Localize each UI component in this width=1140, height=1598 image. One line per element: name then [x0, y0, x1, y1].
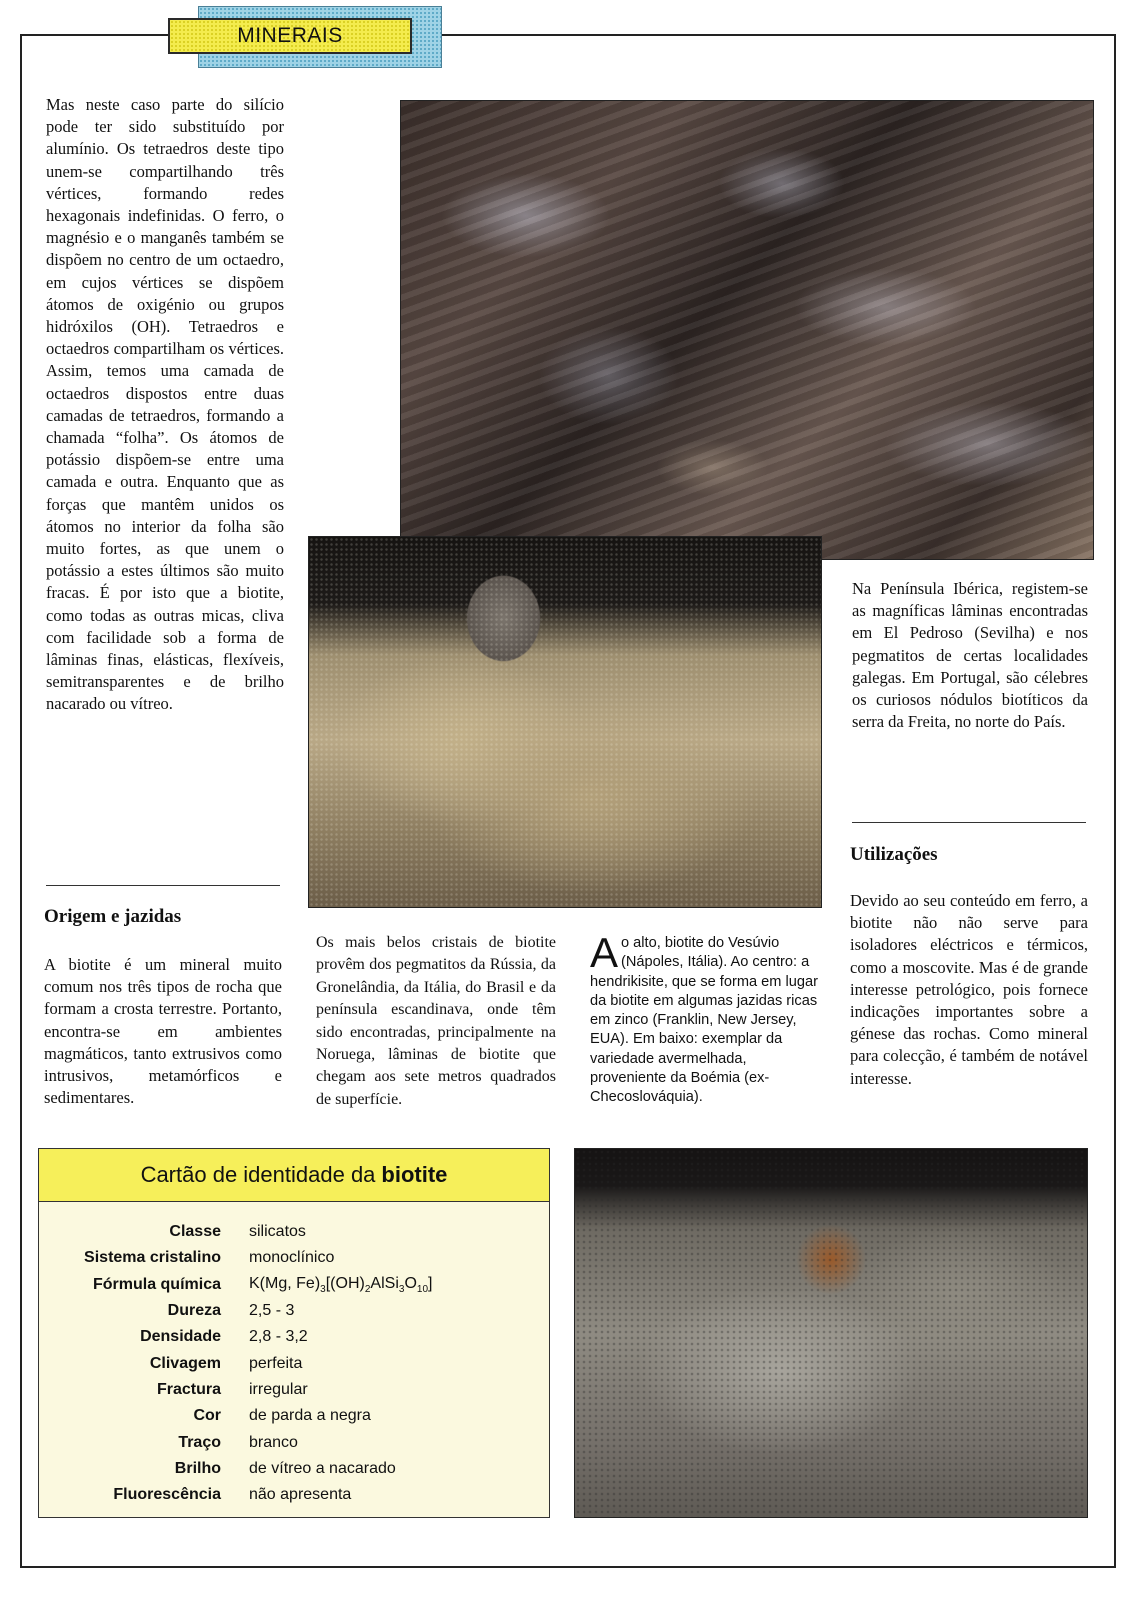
identity-card-label: Densidade	[140, 1328, 221, 1346]
caption-drop-cap: A	[590, 929, 619, 976]
identity-card-row	[39, 1429, 549, 1455]
identity-card-label: Classe	[169, 1223, 221, 1241]
identity-card-title-prefix: Cartão de identidade da	[140, 1162, 376, 1187]
identity-card-title	[39, 1149, 549, 1202]
identity-card-label: Clivagem	[149, 1354, 221, 1372]
utilizacoes-heading: Utilizações	[850, 844, 938, 865]
right-column-text	[852, 578, 1088, 733]
identity-card-label: Cor	[193, 1407, 221, 1425]
caption-text: o alto, biotite do Vesúvio (Nápoles, Itália). Ao centro: a hendrikisite, que se forma em lugar da biotite em algumas jazidas ricas em zinco (Franklin, New Jersey, EUA). Em baixo: exemplar da variedade avermelhada, proveniente da Boémia (ex-Checoslováquia).	[590, 935, 818, 1106]
left-column-paragraph: Mas neste caso parte do silício pode ter sido substituído por alumínio. Os tetraedros deste tipo unem-se compartilhando três vértices, formando redes hexagonais indefinidas. O ferro, o magnésio e o manganês também se dispõem no centro de um octaedro, em cujos vértices se dispõem átomos de oxigénio ou grupos hidróxilos (OH). Tetraedros e octaedros compartilham os vértices. Assim, temos uma camada de octaedros dispostos entre duas camadas de tetraedros, formando a chamada “folha”. Os átomos de potássio dispõem-se entre uma camada e outra. Enquanto que as forças que mantêm unidos os átomos no interior da folha são muito fortes, as que unem o potássio a estes últimos são muito fracas. É por isto que a biotite, como todas as outras micas, cliva com facilidade sob a forma de lâminas finas, elásticas, flexíveis, semitransparentes e de brilho nacarado ou vítreo.	[46, 95, 284, 714]
identity-card-value: 2,8 - 3,2	[249, 1328, 308, 1346]
identity-card-row	[39, 1482, 549, 1508]
identity-card-value: irregular	[249, 1380, 308, 1398]
identity-card-value: monoclínico	[249, 1249, 335, 1267]
identity-card-row	[39, 1219, 549, 1245]
origem-heading: Origem e jazidas	[44, 906, 182, 927]
identity-card-label: Fractura	[156, 1380, 221, 1398]
origem-paragraph: A biotite é um mineral muito comum nos três tipos de rocha que formam a crosta terrestre. Portanto, encontra-se em ambientes magmáticos, tanto extrusivos como intrusivos, metamórficos e sedimentares.	[44, 955, 282, 1108]
section-header	[168, 18, 412, 54]
photo-caption	[590, 929, 824, 1108]
identity-card-row	[39, 1324, 549, 1350]
right-column-paragraph: Na Península Ibérica, registem-se as magníficas lâminas encontradas em El Pedroso (Sevilha) e nos pegmatitos de certas localidades galegas. Em Portugal, são célebres os curiosos nódulos biotíticos da serra da Freita, no norte do País.	[852, 579, 1088, 732]
identity-card-row	[39, 1377, 549, 1403]
identity-card-formula: K(Mg, $Fe)_3[(OH)_2AlSi_3O_{10}]$	[249, 1274, 433, 1295]
identity-card-row	[39, 1350, 549, 1376]
identity-card-title-mineral: biotite	[381, 1162, 448, 1187]
identity-card-row	[39, 1403, 549, 1429]
section-divider	[46, 885, 280, 886]
identity-card-value: perfeita	[249, 1354, 303, 1372]
identity-card-value: de parda a negra	[249, 1407, 371, 1425]
identity-card-value: não apresenta	[249, 1486, 352, 1504]
middle-column-text	[316, 932, 556, 1111]
identity-card-label: Fluorescência	[113, 1486, 221, 1504]
identity-card-row	[39, 1456, 549, 1482]
identity-card-row	[39, 1245, 549, 1271]
biotite-vesuvio-photo	[400, 100, 1094, 560]
left-column-text	[46, 94, 284, 716]
section-title: MINERAIS	[237, 24, 343, 47]
identity-card-label: Sistema cristalino	[84, 1249, 221, 1267]
identity-card-row	[39, 1298, 549, 1324]
origem-text	[44, 954, 282, 1109]
identity-card	[38, 1148, 550, 1518]
identity-card-label: Traço	[178, 1433, 221, 1451]
identity-card-rows	[39, 1219, 549, 1508]
identity-card-label: Fórmula química	[92, 1275, 221, 1293]
section-divider	[852, 822, 1086, 823]
hendrikisite-photo	[308, 536, 822, 908]
identity-card-value: branco	[249, 1433, 298, 1451]
biotite-boemia-photo	[574, 1148, 1088, 1518]
identity-card-value: silicatos	[249, 1223, 306, 1241]
identity-card-value: 2,5 - 3	[249, 1302, 295, 1320]
identity-card-row	[39, 1272, 549, 1298]
utilizacoes-paragraph: Devido ao seu conteúdo em ferro, a biotite não não serve para isoladores eléctricos e térmicos, como a moscovite. Mas é de grande interesse petrológico, pois fornece indicações importantes sobre a génese das rochas. Como mineral para colecção, é também de notável interesse.	[850, 891, 1088, 1088]
middle-column-paragraph: Os mais belos cristais de biotite provêm dos pegmatitos da Rússia, da Gronelândia, da Itália, do Brasil e da península escandinava, onde têm sido encontradas, principalmente na Noruega, lâminas de biotite que chegam aos sete metros quadrados de superfície.	[316, 934, 556, 1108]
utilizacoes-text	[850, 890, 1088, 1090]
identity-card-label: Brilho	[174, 1459, 221, 1477]
identity-card-value: de vítreo a nacarado	[249, 1459, 396, 1477]
identity-card-label: Dureza	[167, 1302, 221, 1320]
